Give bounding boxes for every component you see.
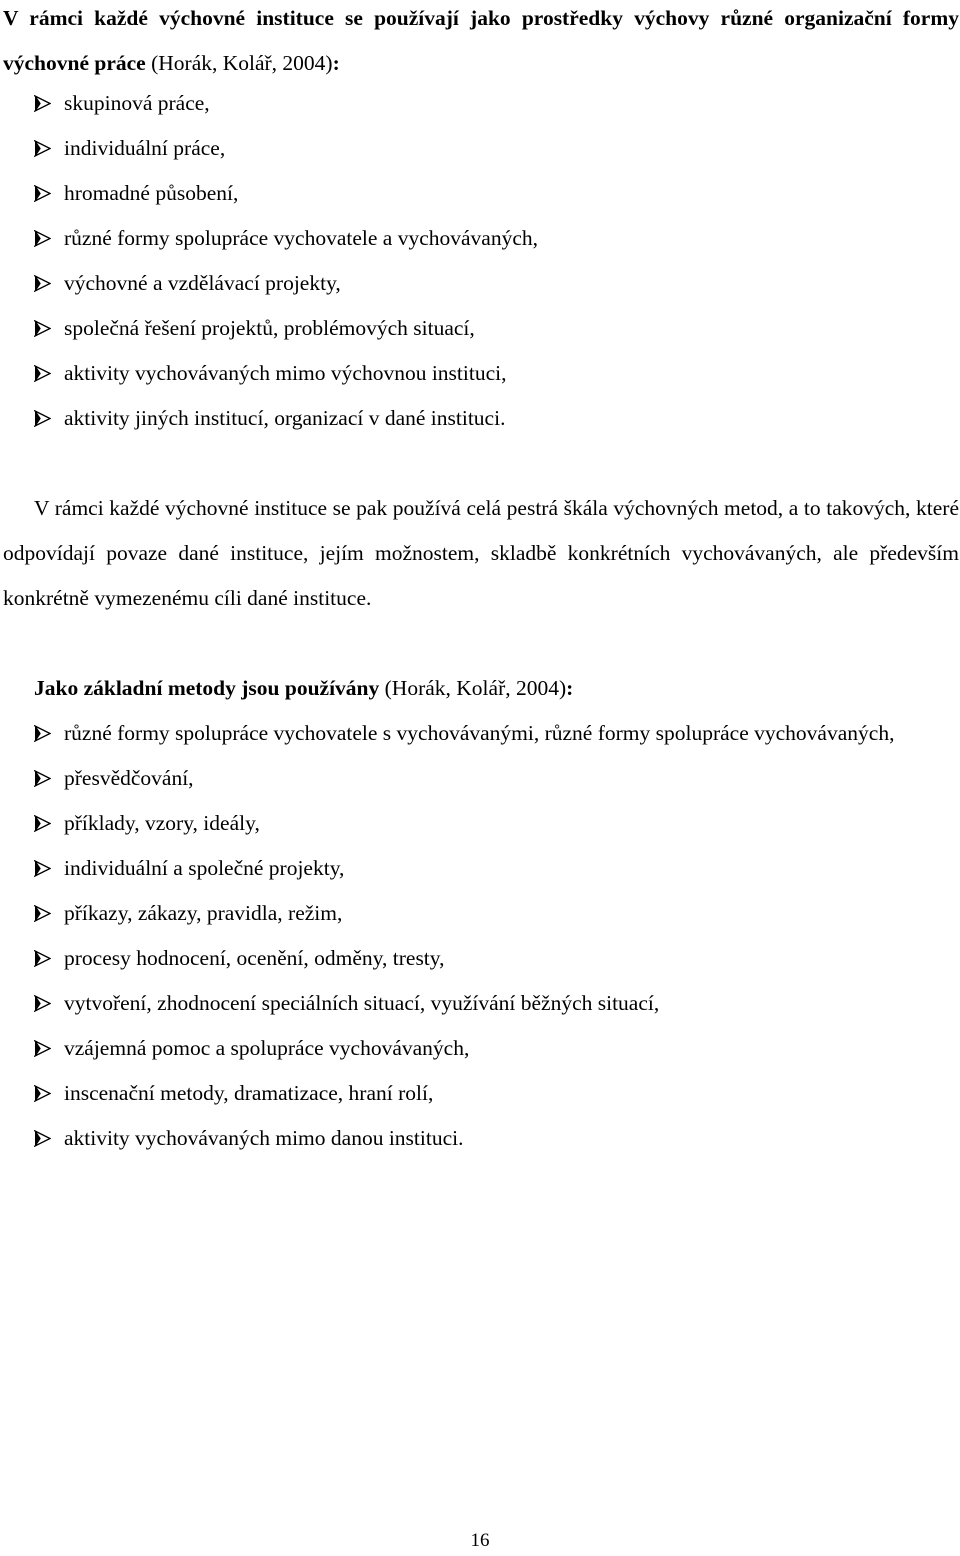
methods-heading-colon: :	[566, 676, 574, 700]
list-item	[34, 216, 960, 261]
intro-colon: :	[332, 51, 340, 75]
methods-paragraph: V rámci každé výchovné instituce se pak používá celá pestrá škála výchovných metod, a to takových, které odpovídají povaze dané instituce, jejím možnostem, skladbě konkrétních vychovávaných, ale především konkrétně vymezenému cíli dané instituce.	[3, 496, 959, 610]
arrowhead-bullet-icon	[34, 1116, 54, 1161]
list-item-text: aktivity vychovávaných mimo výchovnou instituci,	[64, 361, 507, 385]
list-item	[34, 891, 960, 936]
list-item-text: společná řešení projektů, problémových situací,	[64, 316, 475, 340]
arrowhead-bullet-icon	[34, 891, 54, 936]
arrowhead-bullet-icon	[34, 936, 54, 981]
list-item	[34, 1116, 960, 1161]
list-item-text: individuální práce,	[64, 136, 226, 160]
list-item-text: inscenační metody, dramatizace, hraní rolí,	[64, 1081, 434, 1105]
list-item	[34, 936, 960, 981]
arrowhead-bullet-icon	[34, 756, 54, 801]
arrowhead-bullet-icon	[34, 126, 54, 171]
list-item	[34, 306, 960, 351]
list-item	[34, 1071, 960, 1116]
arrowhead-bullet-icon	[34, 801, 54, 846]
list-item	[34, 1026, 960, 1071]
arrowhead-bullet-icon	[34, 1071, 54, 1116]
basic-methods-list	[34, 711, 960, 1161]
arrowhead-bullet-icon	[34, 81, 54, 126]
list-item	[34, 261, 960, 306]
methods-heading-bold: Jako základní metody jsou používány	[34, 676, 380, 700]
list-item-text: skupinová práce,	[64, 91, 210, 115]
list-item-text: různé formy spolupráce vychovatele s vychovávanými, různé formy spolupráce vychovávaných,	[64, 721, 895, 745]
intro-bold-text: V rámci každé výchovné instituce se používají jako prostředky výchovy různé organizační formy výchovné práce	[3, 6, 959, 75]
list-item-text: vytvoření, zhodnocení speciálních situací, využívání běžných situací,	[64, 991, 660, 1015]
list-item	[34, 801, 960, 846]
arrowhead-bullet-icon	[34, 981, 54, 1026]
intro-paragraph	[3, 0, 959, 86]
list-item-text: výchovné a vzdělávací projekty,	[64, 271, 341, 295]
arrowhead-bullet-icon	[34, 306, 54, 351]
arrowhead-bullet-icon	[34, 261, 54, 306]
methods-heading-citation: (Horák, Kolář, 2004)	[379, 676, 567, 700]
list-item-text: individuální a společné projekty,	[64, 856, 345, 880]
arrowhead-bullet-icon	[34, 396, 54, 441]
list-item	[34, 396, 960, 441]
methods-heading	[34, 666, 960, 711]
arrowhead-bullet-icon	[34, 1026, 54, 1071]
list-item-text: různé formy spolupráce vychovatele a vychovávaných,	[64, 226, 538, 250]
list-item-text: vzájemná pomoc a spolupráce vychovávaných,	[64, 1036, 470, 1060]
page-number: 16	[470, 1530, 490, 1551]
list-item-text: aktivity vychovávaných mimo danou instituci.	[64, 1126, 464, 1150]
list-item-text: příklady, vzory, ideály,	[64, 811, 260, 835]
arrowhead-bullet-icon	[34, 351, 54, 396]
list-item	[34, 126, 960, 171]
list-item	[34, 981, 960, 1026]
list-item	[34, 756, 960, 801]
list-item	[34, 846, 960, 891]
organizational-forms-list	[34, 81, 960, 441]
list-item	[34, 351, 960, 396]
intro-citation: (Horák, Kolář, 2004)	[145, 51, 333, 75]
arrowhead-bullet-icon	[34, 846, 54, 891]
list-item-text: procesy hodnocení, ocenění, odměny, tresty,	[64, 946, 445, 970]
list-item-text: aktivity jiných institucí, organizací v dané instituci.	[64, 406, 506, 430]
arrowhead-bullet-icon	[34, 711, 54, 756]
list-item	[34, 711, 960, 756]
list-item-text: přesvědčování,	[64, 766, 194, 790]
list-item-text: příkazy, zákazy, pravidla, režim,	[64, 901, 343, 925]
list-item	[34, 81, 960, 126]
list-item-text: hromadné působení,	[64, 181, 239, 205]
list-item	[34, 171, 960, 216]
arrowhead-bullet-icon	[34, 171, 54, 216]
arrowhead-bullet-icon	[34, 216, 54, 261]
